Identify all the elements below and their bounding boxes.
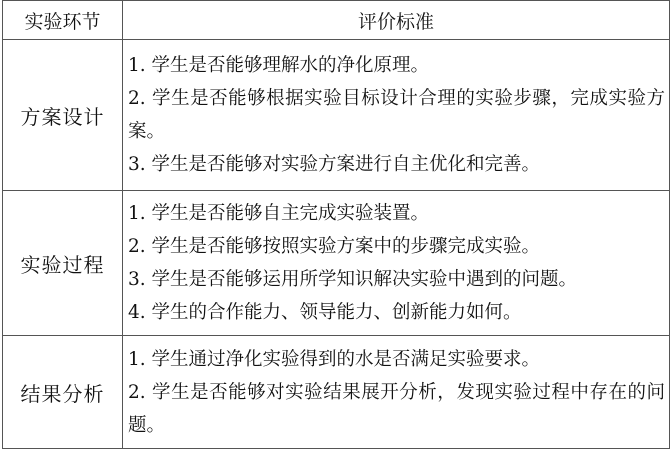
stage-cell: 实验过程 — [3, 191, 123, 336]
criteria-item: 4. 学生的合作能力、领导能力、创新能力如何。 — [128, 302, 522, 323]
table-row-analysis — [3, 336, 670, 449]
criteria-cell — [123, 336, 670, 449]
header-row — [3, 1, 670, 40]
criteria-item: 2. 学生是否能够对实验结果展开分析，发现实验过程中存在的问题。 — [128, 381, 665, 436]
table-row-process — [3, 191, 670, 336]
criteria-item: 1. 学生通过净化实验得到的水是否满足实验要求。 — [128, 348, 541, 370]
header-stage: 实验环节 — [3, 1, 123, 40]
table-row-design — [3, 40, 670, 191]
criteria-item: 2. 学生是否能够按照实验方案中的步骤完成实验。 — [128, 236, 541, 257]
stage-cell: 结果分析 — [3, 336, 123, 449]
criteria-item: 2. 学生是否能够根据实验目标设计合理的实验步骤，完成实验方案。 — [128, 88, 665, 142]
stage-cell: 方案设计 — [3, 40, 123, 191]
criteria-item: 3. 学生是否能够运用所学知识解决实验中遇到的问题。 — [128, 269, 578, 290]
evaluation-table — [2, 0, 670, 449]
criteria-item: 1. 学生是否能够自主完成实验装置。 — [128, 203, 430, 224]
criteria-item: 1. 学生是否能够理解水的净化原理。 — [128, 55, 430, 76]
criteria-cell — [123, 40, 670, 191]
criteria-item: 3. 学生是否能够对实验方案进行自主优化和完善。 — [128, 154, 541, 175]
criteria-cell — [123, 191, 670, 336]
header-criteria: 评价标准 — [123, 1, 670, 40]
